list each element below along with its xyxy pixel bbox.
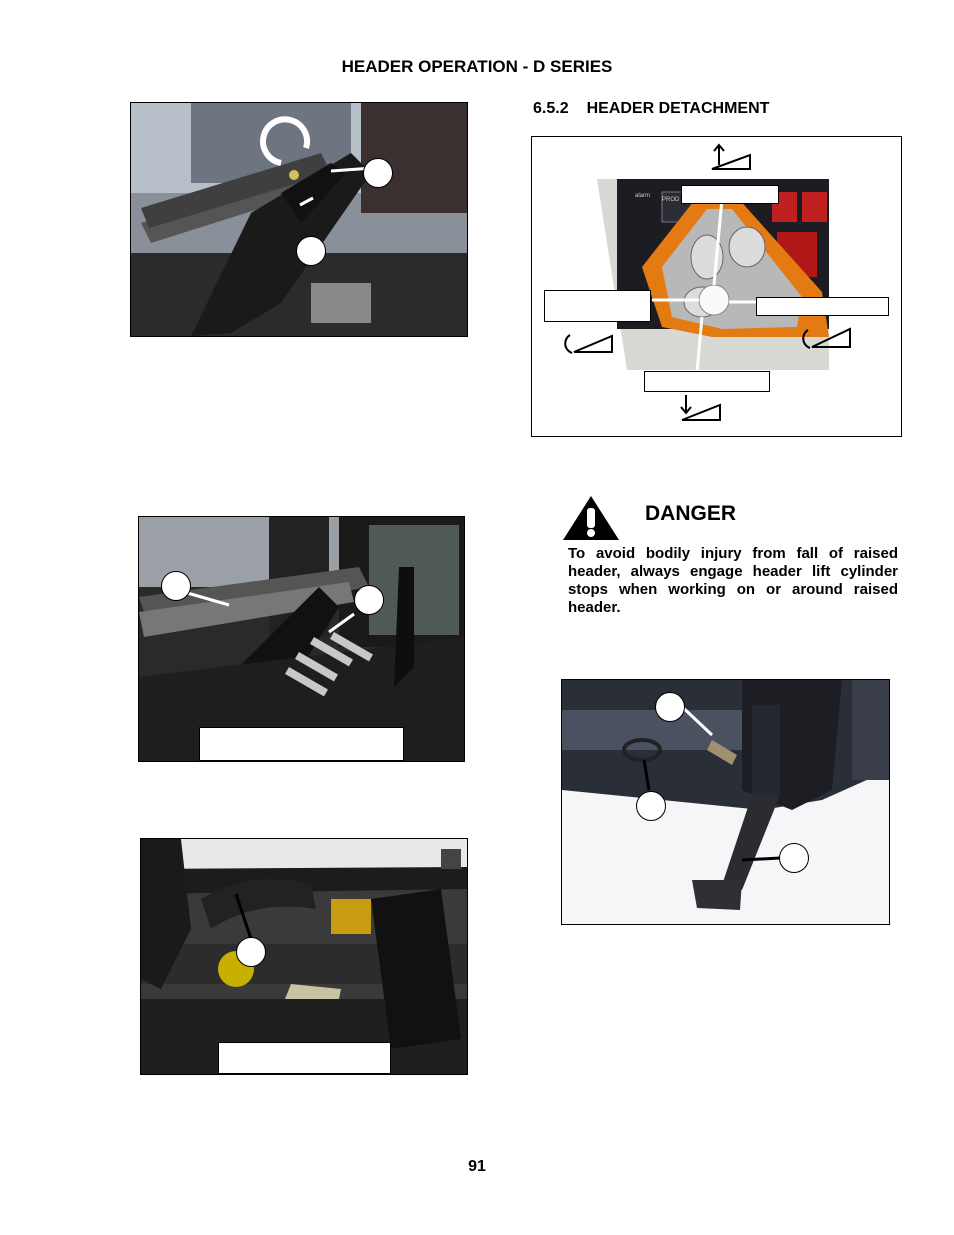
callout-circle [236,937,266,967]
callout-circle [779,843,809,873]
label-box-lower [644,371,770,392]
warning-triangle-icon [562,494,620,542]
label-box-raise [681,185,779,204]
caption-box [218,1042,391,1074]
alarm-text: alarm [635,193,651,199]
callout-circle [655,692,685,722]
page-number: 91 [468,1158,486,1175]
danger-title: DANGER [645,502,737,525]
section-number: 6.5.2 [533,100,569,117]
callout-circle [363,158,393,188]
photo-lift-cylinder [130,102,468,337]
photo-hydraulic-couplers [138,516,465,762]
photo-electrical-harness [140,838,468,1075]
callout-circle [296,236,326,266]
label-box-tilt-left [544,290,651,322]
callout-circle [354,585,384,615]
prod-text: PROD [662,197,680,203]
label-box-tilt-right [756,297,889,316]
callout-circle [161,571,191,601]
section-heading [533,100,769,118]
page-header-title: HEADER OPERATION - D SERIES [341,57,613,76]
control-panel-diagram [531,136,902,437]
photo-cylinder-stop [561,679,890,925]
danger-text: To avoid bodily injury from fall of raised header, always engage header lift cylinder stops when working on or around raised header. [568,545,898,616]
callout-circle [636,791,666,821]
caption-box [199,727,404,761]
section-title: HEADER DETACHMENT [586,100,770,117]
